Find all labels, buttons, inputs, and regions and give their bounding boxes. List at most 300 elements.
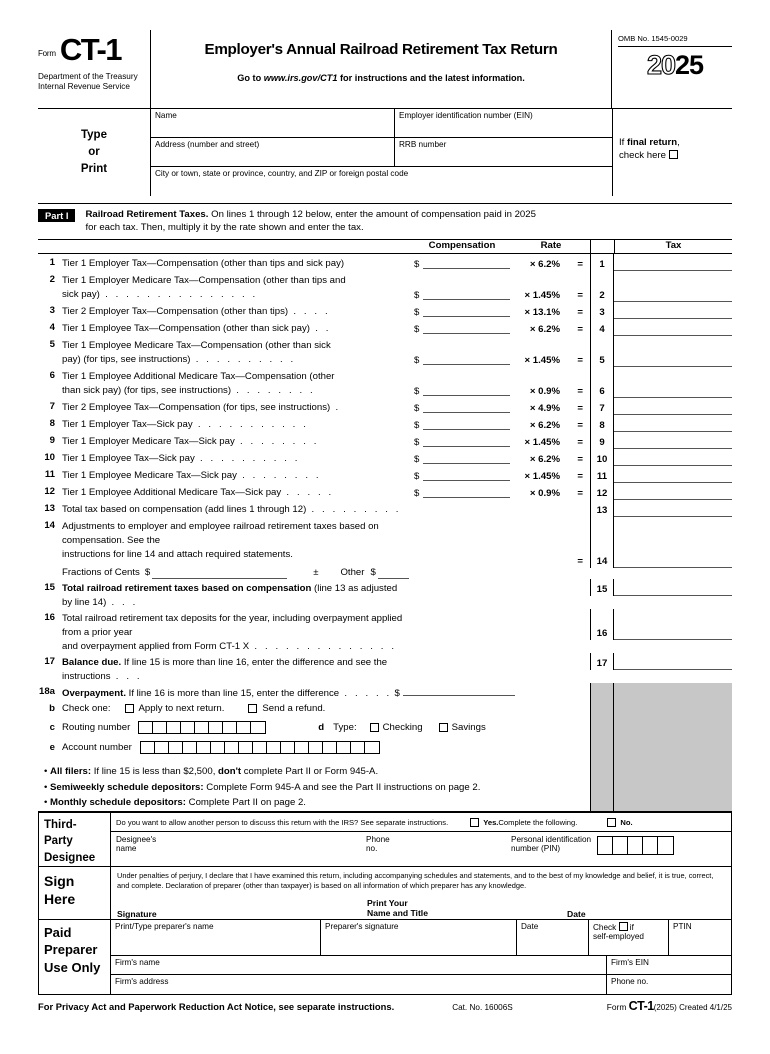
form-ct1-page	[0, 30, 770, 1054]
plus-minus-symbol: ±	[313, 566, 319, 578]
line-2-tax-entry[interactable]	[614, 271, 732, 302]
line-6-text2-main: than sick pay) (for tips, see instructions)	[62, 384, 232, 396]
line-10-rate-value: × 6.2%	[529, 454, 560, 466]
third-party-body	[111, 813, 731, 866]
line-2-equals: =	[577, 290, 583, 302]
line-16-rate-blank	[512, 609, 590, 640]
line-7-description	[62, 398, 412, 415]
line-18c-row	[38, 717, 590, 737]
digit-cell[interactable]	[167, 722, 181, 733]
line-3-comp-rule	[423, 316, 510, 317]
line-12-compensation-input[interactable]	[412, 483, 512, 500]
third-party-label	[39, 813, 111, 866]
table-row-2	[38, 271, 732, 302]
line-8-box-label: 8	[599, 420, 605, 432]
line-9-dots: . . . . . . . .	[234, 436, 319, 448]
account-number-label: Account number	[62, 741, 132, 753]
line-18e-row	[38, 737, 590, 757]
line-12-comp-rule	[423, 497, 510, 498]
omb-number: OMB No. 1545-0029	[618, 34, 688, 43]
digit-cell[interactable]	[153, 722, 167, 733]
privacy-act-notice: For Privacy Act and Paperwork Reduction Act Notice, see separate instructions.	[38, 1001, 395, 1013]
final-return-line2	[619, 150, 732, 163]
line-6-text2	[62, 384, 409, 398]
signature-field[interactable]	[117, 909, 367, 919]
line-5-comp-rule	[423, 364, 510, 365]
digit-cell[interactable]	[181, 722, 195, 733]
line-2-rate-value: × 1.45%	[524, 290, 560, 302]
line-2-number: 2	[49, 274, 55, 286]
line-9-num-box	[590, 432, 614, 449]
designee-phone-l1: Phone	[366, 835, 390, 844]
print-name-title-field[interactable]	[367, 898, 567, 919]
line-9-rate-value: × 1.45%	[524, 437, 560, 449]
digit-cell[interactable]	[613, 837, 628, 854]
line-11-comp-rule	[423, 480, 510, 481]
line-5-number: 5	[49, 339, 55, 351]
line-15-tax-entry[interactable]	[614, 579, 732, 596]
digit-cell[interactable]	[183, 742, 197, 753]
final-return-bold: final return	[627, 137, 678, 148]
digit-cell[interactable]	[323, 742, 337, 753]
line-5-dollar: $	[414, 355, 420, 367]
digit-cell[interactable]	[237, 722, 251, 733]
line-7-rate	[512, 398, 590, 415]
line-17-box-label: 17	[596, 658, 608, 670]
line-4-tax-entry[interactable]	[614, 319, 732, 336]
line-10-equals: =	[577, 454, 583, 466]
line-3-compensation-input[interactable]	[412, 302, 512, 319]
final-return-comma: ,	[677, 137, 680, 148]
digit-cell[interactable]	[643, 837, 658, 854]
line-4-rate	[512, 319, 590, 336]
bullet-3-bold: Monthly schedule depositors:	[50, 797, 186, 809]
third-party-label-l3: Designee	[44, 851, 96, 864]
line-7-compensation-input[interactable]	[412, 398, 512, 415]
line-11-rate-value: × 1.45%	[524, 471, 560, 483]
line-10-compensation-input[interactable]	[412, 449, 512, 466]
part1-heading: Railroad Retirement Taxes.	[85, 209, 209, 220]
digit-cell[interactable]	[139, 722, 153, 733]
preparer-label-l2: Preparer	[44, 942, 98, 958]
col-header-compensation: Compensation	[428, 240, 496, 252]
bullet-1-mid: If line 15 is less than $2,500,	[91, 766, 219, 778]
line-1-compensation-input[interactable]	[412, 254, 512, 271]
print-name-l1: Print Your	[367, 898, 408, 909]
digit-cell[interactable]	[253, 742, 267, 753]
line-5-text2	[62, 353, 409, 367]
line-5-text2-main: pay) (for tips, see instructions)	[62, 353, 191, 365]
line-7-equals: =	[577, 403, 583, 415]
designee-yes-checkbox[interactable]	[470, 818, 479, 827]
line-3-dollar: $	[414, 307, 420, 319]
digit-cell[interactable]	[141, 742, 155, 753]
self-employed-line1	[593, 922, 668, 932]
line-7-comp-rule	[423, 412, 510, 413]
line-4-dots: . .	[309, 323, 332, 335]
line-11-number: 11	[44, 469, 55, 481]
line-8-dollar: $	[414, 420, 420, 432]
line-16-num-box	[590, 609, 614, 640]
line-3-rate	[512, 302, 590, 319]
preparer-date-field[interactable]: Date	[517, 920, 589, 955]
col-header-tax: Tax	[614, 240, 732, 253]
address-field[interactable]	[151, 138, 395, 166]
pin-input[interactable]	[597, 836, 674, 855]
designee-pin-field	[506, 832, 731, 862]
line-6-number: 6	[49, 370, 55, 382]
line-17-comp-blank	[412, 653, 512, 670]
line-18d-label: d	[318, 721, 325, 733]
savings-label: Savings	[451, 721, 486, 733]
line-3-equals: =	[577, 307, 583, 319]
line-14-fractions-row	[62, 564, 409, 579]
line-9-compensation-input[interactable]	[412, 432, 512, 449]
line-2-compensation-input[interactable]	[412, 271, 512, 302]
line-12-text: Tier 1 Employee Additional Medicare Tax—Sick pay	[62, 487, 282, 499]
line-1-description	[62, 254, 412, 271]
line-14-description	[62, 517, 412, 579]
line-15-comp-blank	[412, 579, 512, 596]
line-15-dots: . . .	[106, 596, 138, 608]
catalog-number: Cat. No. 16006S	[452, 1003, 513, 1013]
goto-suffix: for instructions and the latest information.	[337, 73, 525, 83]
checking-checkbox[interactable]	[370, 723, 379, 732]
line-13-num-box	[590, 500, 614, 517]
other-label: Other	[340, 566, 365, 578]
digit-cell[interactable]	[365, 742, 379, 753]
line-1-rate-value: × 6.2%	[529, 259, 560, 271]
line-8-number: 8	[49, 418, 55, 430]
line-12-number: 12	[44, 486, 55, 498]
line-16-description	[62, 609, 412, 653]
line-5-dots: . . . . . . . . . .	[190, 353, 296, 365]
rrb-field-label: RRB number	[399, 140, 447, 149]
print-name-l2: Name and Title	[367, 908, 428, 919]
line-4-box-label: 4	[599, 324, 605, 336]
line-12-description	[62, 483, 412, 500]
digit-cell[interactable]	[309, 742, 323, 753]
line-6-box-label: 6	[599, 386, 605, 398]
apply-next-return-label: Apply to next return.	[138, 703, 225, 715]
line-10-text: Tier 1 Employee Tax—Sick pay	[62, 453, 195, 465]
digit-cell[interactable]	[628, 837, 643, 854]
line-13-comp-blank	[412, 500, 512, 517]
line-11-description	[62, 466, 412, 483]
line-4-rate-value: × 6.2%	[529, 324, 560, 336]
line-8-num-box	[590, 415, 614, 432]
part1-tag: Part I	[38, 209, 75, 222]
line-2-text1: Tier 1 Employer Medicare Tax—Compensation (other than tips and	[62, 275, 346, 287]
line-1-num-box	[590, 254, 614, 271]
line-18a-dots: . . . . .	[339, 687, 392, 699]
line-5-tax-entry[interactable]	[614, 336, 732, 367]
table-row-14	[38, 517, 732, 579]
line-17-tax-entry[interactable]	[614, 653, 732, 670]
table-row-10	[38, 449, 732, 466]
line-3-dots: . . . .	[288, 306, 331, 318]
line-7-dots: .	[330, 402, 341, 414]
line-14-text2: instructions for line 14 and attach required statements.	[62, 548, 293, 560]
line-10-rate	[512, 449, 590, 466]
part1-instructions	[85, 209, 732, 234]
preparer-label-l1: Paid	[44, 925, 72, 941]
city-field-label: City or town, state or province, country, and ZIP or foreign postal code	[155, 169, 409, 178]
footer-form-id	[607, 999, 732, 1013]
line-1-number: 1	[49, 257, 55, 269]
signature-columns	[117, 898, 726, 920]
perjury-statement: Under penalties of perjury, I declare that I have examined this return, including accompanying schedules and statements, and to the best of my knowledge and belief, it is true, correct, and complete. Declaration of preparer (other than taxpayer) is based on all information of which preparer has any knowledge.	[117, 870, 714, 890]
line-4-number: 4	[49, 322, 55, 334]
line-10-dots: . . . . . . . . . .	[194, 453, 301, 465]
final-return-checkbox[interactable]	[669, 150, 678, 159]
fractions-of-cents-input[interactable]	[152, 567, 287, 579]
line-11-num-box	[590, 466, 614, 483]
line-16-tax-entry[interactable]	[614, 609, 732, 640]
designee-no-checkbox[interactable]	[607, 818, 616, 827]
line-3-number: 3	[49, 305, 55, 317]
line-16-number: 16	[44, 612, 55, 624]
table-row-11	[38, 466, 732, 483]
firm-ein-field[interactable]: Firm's EIN	[611, 958, 649, 968]
firm-name-field[interactable]: Firm's name	[111, 956, 607, 974]
designee-name-field[interactable]	[111, 832, 361, 862]
line-11-tax-entry[interactable]	[614, 466, 732, 483]
table-row-15	[38, 579, 732, 609]
other-adjustment-input[interactable]	[378, 567, 409, 579]
sign-here-label	[39, 867, 111, 919]
line-11-text: Tier 1 Employee Medicare Tax—Sick pay	[62, 470, 237, 482]
line-9-text: Tier 1 Employer Medicare Tax—Sick pay	[62, 436, 235, 448]
designee-phone-field[interactable]	[361, 832, 506, 862]
line-14-tax-entry[interactable]	[614, 517, 732, 568]
digit-cell[interactable]	[281, 742, 295, 753]
line-18-left-group	[38, 683, 590, 811]
line-8-tax-entry[interactable]	[614, 415, 732, 432]
line-12-num-box	[590, 483, 614, 500]
self-employed-field	[589, 920, 669, 955]
line-7-box-label: 7	[599, 403, 605, 415]
line-6-rate-value: × 0.9%	[529, 386, 560, 398]
line-1-tax-entry[interactable]	[614, 254, 732, 271]
line-16-text2: and overpayment applied from Form CT-1 X	[62, 640, 250, 652]
account-number-input[interactable]	[140, 741, 380, 754]
line-9-equals: =	[577, 437, 583, 449]
line-15-num-box	[590, 579, 614, 596]
filer-bullet-1: • All filers: If line 15 is less than $2,500, don't complete Part II or Form 945-A.	[44, 766, 379, 778]
line-5-compensation-input[interactable]	[412, 336, 512, 367]
line-2-comp-rule	[423, 299, 510, 300]
line-5-equals: =	[577, 355, 583, 367]
self-employed-label: self-employed	[593, 932, 644, 942]
table-row-18	[38, 683, 732, 811]
line-1-equals: =	[577, 259, 583, 271]
line-3-description	[62, 302, 412, 319]
line-3-rate-value: × 13.1%	[524, 307, 560, 319]
line-13-tax-entry[interactable]	[614, 500, 732, 517]
year-solid-part: 25	[675, 50, 704, 80]
digit-cell[interactable]	[155, 742, 169, 753]
digit-cell[interactable]	[211, 742, 225, 753]
or-label: or	[88, 146, 100, 159]
line-6-compensation-input[interactable]	[412, 367, 512, 398]
line-15-rate-blank	[512, 579, 590, 596]
table-column-headers	[38, 239, 732, 254]
footer-form-number: CT-1	[628, 999, 654, 1014]
if-word: if	[629, 923, 634, 933]
firm-address-field[interactable]: Firm's address	[111, 975, 607, 994]
line-14-box-label: 14	[596, 556, 608, 568]
table-row-5	[38, 336, 732, 367]
final-return-line1	[619, 137, 732, 150]
line-9-comp-rule	[423, 446, 510, 447]
digit-cell[interactable]	[351, 742, 365, 753]
table-row-13	[38, 500, 732, 517]
line-7-number: 7	[49, 401, 55, 413]
line-17-number: 17	[44, 656, 55, 668]
table-row-1	[38, 254, 732, 271]
checking-label: Checking	[382, 721, 423, 733]
line-2-description	[62, 271, 412, 302]
col-header-linenum	[590, 240, 614, 253]
city-field[interactable]	[151, 167, 612, 196]
line-14-text1: Adjustments to employer and employee railroad retirement taxes based on compensation. See the	[62, 521, 379, 546]
line-11-rate	[512, 466, 590, 483]
self-employed-checkbox[interactable]	[619, 922, 628, 931]
paid-preparer-body	[111, 920, 731, 994]
line-12-equals: =	[577, 488, 583, 500]
signature-date-field[interactable]	[567, 909, 726, 919]
preparer-signature-field[interactable]: Preparer's signature	[321, 920, 517, 955]
overpayment-amount-input[interactable]	[403, 685, 515, 696]
form-footer	[38, 999, 732, 1013]
routing-number-input[interactable]	[138, 721, 266, 734]
digit-cell[interactable]	[267, 742, 281, 753]
line-4-description	[62, 319, 412, 336]
line-7-tax-entry[interactable]	[614, 398, 732, 415]
paid-preparer-section	[38, 920, 732, 995]
routing-number-label: Routing number	[62, 721, 131, 733]
line-17-dots: . . .	[110, 670, 143, 682]
digit-cell[interactable]	[598, 837, 613, 854]
line-11-compensation-input[interactable]	[412, 466, 512, 483]
filer-bullet-2: • Semiweekly schedule depositors: Complete Form 945-A and see the Part II instructions on page 2.	[44, 781, 481, 793]
line-12-rate-value: × 0.9%	[529, 488, 560, 500]
ptin-field[interactable]: PTIN	[673, 922, 692, 932]
line-10-dollar: $	[414, 454, 420, 466]
digit-cell[interactable]	[209, 722, 223, 733]
fractions-of-cents-label: Fractions of Cents	[62, 566, 140, 578]
line-2-dots: . . . . . . . . . . . . . . .	[99, 288, 258, 300]
line-7-rate-value: × 4.9%	[529, 403, 560, 415]
name-field-label: Name	[155, 111, 177, 120]
digit-cell[interactable]	[169, 742, 183, 753]
firm-phone-field[interactable]: Phone no.	[611, 977, 649, 987]
line-3-box-label: 3	[599, 307, 605, 319]
tax-lines-table	[38, 254, 732, 812]
header-title-block	[150, 30, 612, 108]
savings-checkbox[interactable]	[439, 723, 448, 732]
line-14-num-box	[590, 517, 614, 568]
line-14-comp-blank	[412, 517, 512, 568]
bullet-1-rest: complete Part II or Form 945-A.	[241, 766, 379, 778]
preparer-name-field[interactable]: Print/Type preparer's name	[111, 920, 321, 955]
line-10-tax-entry[interactable]	[614, 449, 732, 466]
line-12-tax-entry[interactable]	[614, 483, 732, 500]
apply-next-return-checkbox[interactable]	[125, 704, 134, 713]
line-11-dots: . . . . . . . .	[236, 470, 322, 482]
digit-cell[interactable]	[223, 722, 237, 733]
fractions-dollar-sign: $	[144, 566, 151, 578]
line-2-text2	[62, 288, 409, 302]
goto-url[interactable]: www.irs.gov/CT1	[263, 73, 338, 83]
part1-text1: On lines 1 through 12 below, enter the amount of compensation paid in 2025	[208, 209, 536, 220]
table-row-4	[38, 319, 732, 336]
line-4-num-box	[590, 319, 614, 336]
preparer-row-1	[111, 920, 731, 956]
line-1-box-label: 1	[599, 259, 605, 271]
line-8-compensation-input[interactable]	[412, 415, 512, 432]
line-7-num-box	[590, 398, 614, 415]
digit-cell[interactable]	[251, 722, 265, 733]
send-refund-label: Send a refund.	[262, 703, 326, 715]
digit-cell[interactable]	[337, 742, 351, 753]
signature-label: Signature	[117, 909, 157, 920]
line-6-dollar: $	[414, 386, 420, 398]
line-13-description	[62, 500, 412, 517]
line-3-num-box	[590, 302, 614, 319]
line-9-number: 9	[49, 435, 55, 447]
line-5-rate-value: × 1.45%	[524, 355, 560, 367]
line-18-shaded-numcol	[590, 683, 614, 811]
line-13-box-label: 13	[596, 505, 608, 517]
line-6-dots: . . . . . . . .	[231, 384, 316, 396]
line-13-number: 13	[44, 503, 55, 515]
line-14-equals: =	[577, 556, 583, 568]
digit-cell[interactable]	[195, 722, 209, 733]
digit-cell[interactable]	[197, 742, 211, 753]
line-4-compensation-input[interactable]	[412, 319, 512, 336]
line-6-text1: Tier 1 Employee Additional Medicare Tax—Compensation (other	[62, 371, 335, 383]
digit-cell[interactable]	[658, 837, 673, 854]
line-2-rate	[512, 271, 590, 302]
taxpayer-fields	[150, 109, 612, 196]
col-header-spacer	[38, 240, 412, 253]
line-2-num-box	[590, 271, 614, 302]
third-party-fields-row	[111, 832, 731, 862]
third-party-label-l2: Party	[44, 835, 73, 848]
line-18e-label: e	[49, 741, 55, 753]
digit-cell[interactable]	[239, 742, 253, 753]
send-refund-checkbox[interactable]	[248, 704, 257, 713]
line-3-tax-entry[interactable]	[614, 302, 732, 319]
designee-phone-l2: no.	[366, 844, 378, 853]
final-return-if: If	[619, 137, 627, 148]
pin-label-l2: number (PIN)	[511, 844, 561, 853]
line-10-box-label: 10	[596, 454, 608, 466]
name-field[interactable]	[151, 109, 395, 137]
filer-bullet-3: • Monthly schedule depositors: Complete Part II on page 2.	[44, 797, 306, 809]
digit-cell[interactable]	[225, 742, 239, 753]
rrb-number-field[interactable]	[395, 138, 612, 166]
digit-cell[interactable]	[295, 742, 309, 753]
form-word-label: Form	[38, 48, 56, 58]
line-13-dots: . . . . . . . . .	[306, 504, 402, 516]
line-6-tax-entry[interactable]	[614, 367, 732, 398]
ein-field[interactable]	[395, 109, 612, 137]
table-row-6	[38, 367, 732, 398]
line-9-tax-entry[interactable]	[614, 432, 732, 449]
